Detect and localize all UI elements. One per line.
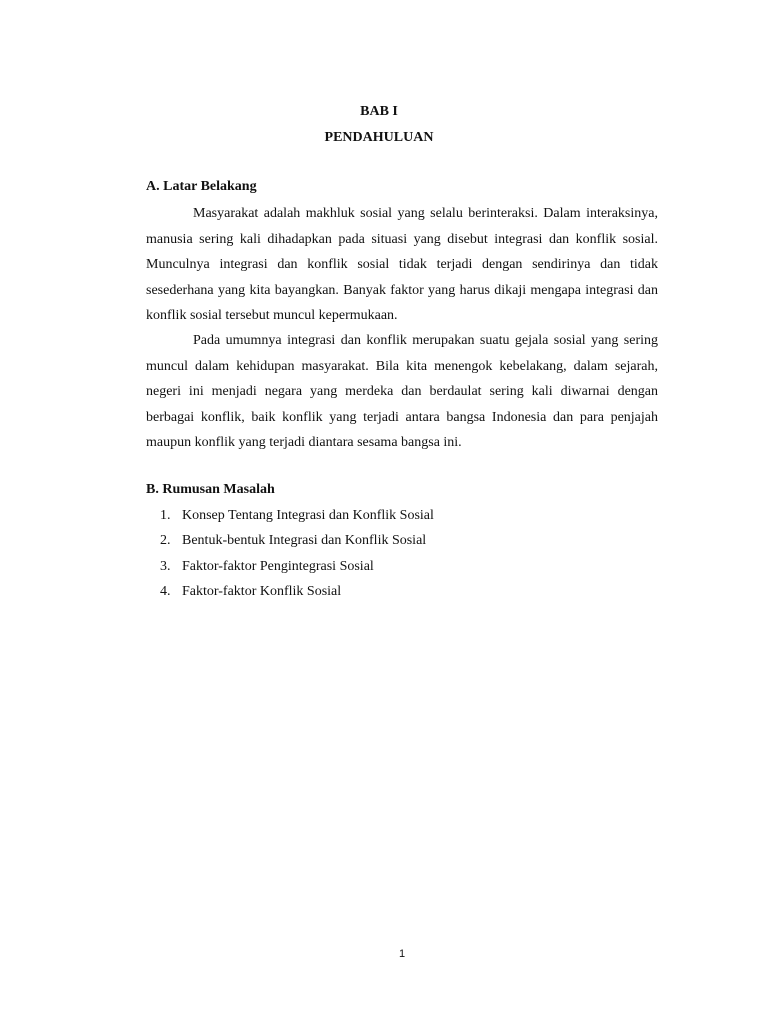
list-item	[160, 554, 434, 579]
list-item-text: Faktor-faktor Pengintegrasi Sosial	[182, 558, 374, 574]
list-item-text: Bentuk-bentuk Integrasi dan Konflik Sosial	[182, 533, 427, 549]
page-number: 1	[398, 948, 406, 960]
paragraph: Pada umumnya integrasi dan konflik merupakan suatu gejala sosial yang sering muncul dalam kehidupan masyarakat. Bila kita menengok kebelakang, dalam sejarah, negeri ini menjadi negara yang merdeka dan berdaulat sering kali diwarnai dengan berbagai konflik, baik konflik yang terjadi antara bangsa Indonesia dan para penjajah maupun konflik yang terjadi diantara sesama bangsa ini.	[146, 333, 658, 450]
section-heading-latar-belakang: A. Latar Belakang	[146, 179, 257, 194]
chapter-label: BAB I	[360, 104, 398, 119]
chapter-title: PENDAHULUAN	[324, 130, 434, 145]
list-item-number: 2.	[160, 533, 171, 549]
list-item-number: 1.	[160, 508, 171, 523]
list-item	[160, 503, 434, 528]
problem-list	[160, 503, 434, 604]
section-heading-rumusan-masalah: B. Rumusan Masalah	[146, 482, 275, 497]
list-item-number: 4.	[160, 583, 171, 599]
list-item	[160, 528, 434, 553]
list-item-number: 3.	[160, 558, 171, 574]
list-item-text: Faktor-faktor Konflik Sosial	[182, 583, 342, 599]
list-item	[160, 579, 434, 604]
paragraph: Masyarakat adalah makhluk sosial yang selalu berinteraksi. Dalam interaksinya, manusia sering kali dihadapkan pada situasi yang disebut integrasi dan konflik sosial. Munculnya integrasi dan konflik sosial tidak terjadi dengan sendirinya dan tidak sesederhana yang kita bayangkan. Banyak faktor yang harus dikaji mengapa integrasi dan konflik sosial tersebut muncul kepermukaan.	[146, 206, 658, 323]
list-item-text: Konsep Tentang Integrasi dan Konflik Sosial	[182, 508, 434, 523]
